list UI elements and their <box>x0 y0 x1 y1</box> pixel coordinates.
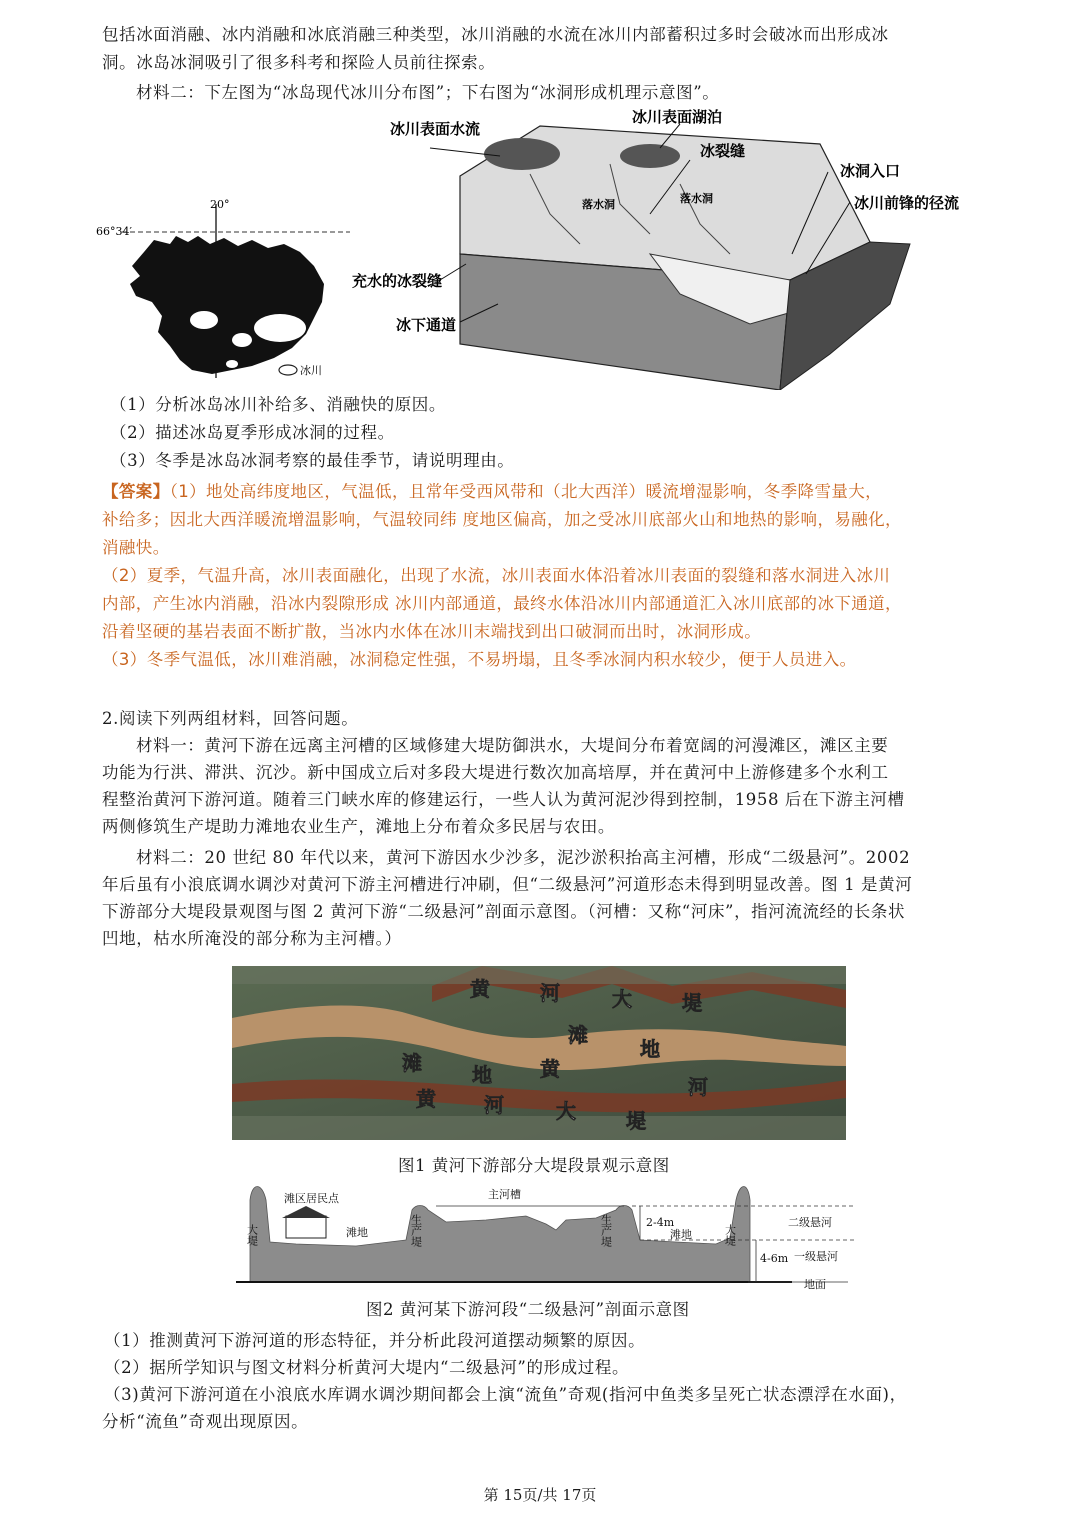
page-number: 第 15页/共 17页 <box>483 1486 597 1504</box>
settlement-roof-icon <box>282 1206 330 1218</box>
q2-m2-line-1: 材料二：20 世纪 80 年代以来，黄河下游因水少沙多，泥沙淤积抬高主河槽，形成“二级悬河”。2002 <box>136 848 911 867</box>
glacier-vatnajokull <box>254 314 306 342</box>
photo-top-beach-char-1: 滩 <box>568 1023 588 1047</box>
bottom-farmland <box>232 1116 846 1140</box>
photo-top-dike-char-1: 黄 <box>470 977 490 1001</box>
label-cave-entrance: 冰洞入口 <box>840 162 901 180</box>
fig2-caption: 图2 黄河某下游河段“二级悬河”剖面示意图 <box>366 1300 690 1319</box>
answer-text-1: （1）地处高纬度地区，气温低，且常年受西风带和（北大西洋）暖流增湿影响，冬季降雪量大， <box>169 482 883 501</box>
q2-heading: 2.阅读下列两组材料，回答问题。 <box>102 709 359 728</box>
iceland-shape <box>130 236 324 374</box>
label-right-dike: 大堤 <box>723 1224 737 1246</box>
q1-question-2: （2）描述冰岛夏季形成冰洞的过程。 <box>110 423 395 442</box>
label-h2: 4-6m <box>760 1252 789 1265</box>
label-ground: 地面 <box>804 1278 826 1291</box>
label-left-dike: 大堤 <box>245 1224 259 1246</box>
q1-intro-line-2: 洞。冰岛冰洞吸引了很多科考和探险人员前往探索。 <box>102 53 496 72</box>
ice-cave-formation-diagram <box>350 104 990 390</box>
label-right-beach: 滩地 <box>670 1228 692 1241</box>
settlement-house-icon <box>286 1216 326 1238</box>
fig1-caption: 图1 黄河下游部分大堤段景观示意图 <box>398 1156 670 1175</box>
label-second-level: 二级悬河 <box>788 1216 832 1229</box>
q2-question-3: （3)黄河下游河道在小浪底水库调水调沙期间都会上演“流鱼”奇观(指河中鱼类多呈死亡状态漂浮在水面)， <box>104 1385 907 1404</box>
label-crevasse: 冰裂缝 <box>700 142 746 160</box>
q1-question-3: （3）冬季是冰岛冰洞考察的最佳季节，请说明理由。 <box>110 451 515 470</box>
photo-left-beach-char-1: 滩 <box>402 1051 422 1075</box>
photo-left-beach-char-2: 地 <box>472 1063 492 1087</box>
label-h1: 2-4m <box>646 1216 675 1229</box>
legend-glacier-symbol <box>279 365 297 375</box>
yellow-river-photo <box>232 966 846 1140</box>
q1-material2: 材料二：下左图为“冰岛现代冰川分布图”；下右图为“冰洞形成机理示意图”。 <box>136 83 720 102</box>
photo-river-char-2: 河 <box>688 1075 708 1099</box>
label-moulin-2: 落水洞 <box>680 192 713 205</box>
answer-tag: 【答案】 <box>102 482 170 501</box>
photo-bottom-dike-char-2: 河 <box>484 1093 504 1117</box>
surface-lake-right <box>620 144 680 168</box>
label-moulin-1: 落水洞 <box>582 198 615 211</box>
label-right-prod-dike: 生产堤 <box>599 1214 613 1247</box>
surface-lake-left <box>484 138 560 170</box>
photo-bottom-dike-char-4: 堤 <box>626 1109 646 1133</box>
q2-m2-line-2: 年后虽有小浪底调水调沙对黄河下游主河槽进行冲刷，但“二级悬河”河道形态未得到明显改善。图 1 是黄河 <box>102 875 913 894</box>
q2-m1-line-4: 两侧修筑生产堤助力滩地农业生产，滩地上分布着众多民居与农田。 <box>102 817 615 836</box>
label-surface-flow: 冰川表面水流 <box>390 120 481 138</box>
photo-top-beach-char-2: 地 <box>640 1037 660 1061</box>
q2-question-3-cont: 分析“流鱼”奇观出现原因。 <box>102 1412 309 1431</box>
label-main-channel: 主河槽 <box>488 1188 521 1201</box>
q2-m1-line-2: 功能为行洪、滞洪、沉沙。新中国成立后对多段大堤进行数次加高培厚，并在黄河中上游修建多个水利工 <box>102 763 889 782</box>
q1-answer-line-6: 沿着坚硬的基岩表面不断扩散，当冰内水体在冰川末端找到出口破洞而出时，冰洞形成。 <box>102 622 762 641</box>
q2-m2-line-3: 下游部分大堤段景观图与图 2 黄河下游“二级悬河”剖面示意图。（河槽：又称“河床”，指河流流经的长条状 <box>102 902 906 921</box>
photo-top-dike-char-4: 堤 <box>682 991 702 1015</box>
q1-answer-line-1 <box>102 481 882 503</box>
label-subglacial-channel: 冰下通道 <box>396 316 457 334</box>
glacier-hofsjokull <box>232 333 252 347</box>
q2-m1-line-3: 程整治黄河下游河道。随着三门峡水库的修建运行，一些人认为黄河泥沙得到控制，1958 后在下游主河槽 <box>102 790 905 809</box>
glacier-myrdalsjokull <box>226 360 238 368</box>
legend-glacier-label: 冰川 <box>300 364 322 377</box>
label-surface-lake: 冰川表面湖泊 <box>632 108 723 126</box>
glacier-langjokull <box>190 311 218 329</box>
label-first-level: 一级悬河 <box>794 1250 838 1263</box>
q1-answer-line-5: 内部，产生冰内消融，沿冰内裂隙形成 冰川内部通道，最终水体沿冰川内部通道汇入冰川底部的冰下通道， <box>102 594 902 613</box>
q1-answer-line-4: （2）夏季，气温升高，冰川表面融化，出现了水流，冰川表面水体沿着冰川表面的裂缝和落水洞进入冰川 <box>102 566 891 585</box>
label-left-beach: 滩地 <box>346 1226 368 1239</box>
q1-answer-line-2: 补给多；因北大西洋暖流增温影响，气温较同纬 度地区偏高，加之受冰川底部火山和地热的影响，易融化， <box>102 510 902 529</box>
label-filled-crevasse: 充水的冰裂缝 <box>352 272 443 290</box>
arctic-circle-label: 66°34′ <box>96 225 132 238</box>
q1-answer-line-7: （3）冬季气温低，冰川难消融，冰洞稳定性强，不易坍塌，且冬季冰洞内积水较少，便于人员进入。 <box>102 650 857 669</box>
q1-answer-line-3: 消融快。 <box>102 538 170 557</box>
meridian-label: 20° <box>210 198 230 211</box>
river-profile-diagram <box>236 1180 856 1292</box>
q2-m1-line-1: 材料一：黄河下游在远离主河槽的区域修建大堤防御洪水，大堤间分布着宽阔的河漫滩区，滩区主要 <box>136 736 889 755</box>
photo-top-dike-char-2: 河 <box>540 981 560 1005</box>
iceland-glacier-map <box>92 192 372 387</box>
photo-top-dike-char-3: 大 <box>612 987 632 1011</box>
q2-question-1: （1）推测黄河下游河道的形态特征，并分析此段河道摆动频繁的原因。 <box>104 1331 646 1350</box>
label-left-prod-dike: 生产堤 <box>409 1214 423 1247</box>
top-farmland <box>232 966 846 984</box>
photo-bottom-dike-char-1: 黄 <box>416 1087 436 1111</box>
label-settlement: 滩区居民点 <box>284 1192 339 1205</box>
photo-bottom-dike-char-3: 大 <box>556 1099 576 1123</box>
q1-intro-line-1: 包括冰面消融、冰内消融和冰底消融三种类型，冰川消融的水流在冰川内部蓄积过多时会破冰而出形成冰 <box>102 25 889 44</box>
photo-river-char-1: 黄 <box>540 1057 560 1081</box>
q2-question-2: （2）据所学知识与图文材料分析黄河大堤内“二级悬河”的形成过程。 <box>104 1358 630 1377</box>
label-front-runoff: 冰川前锋的径流 <box>854 194 960 212</box>
q1-question-1: （1）分析冰岛冰川补给多、消融快的原因。 <box>110 395 446 414</box>
q2-m2-line-4: 凹地，枯水所淹没的部分称为主河槽。） <box>102 929 402 948</box>
